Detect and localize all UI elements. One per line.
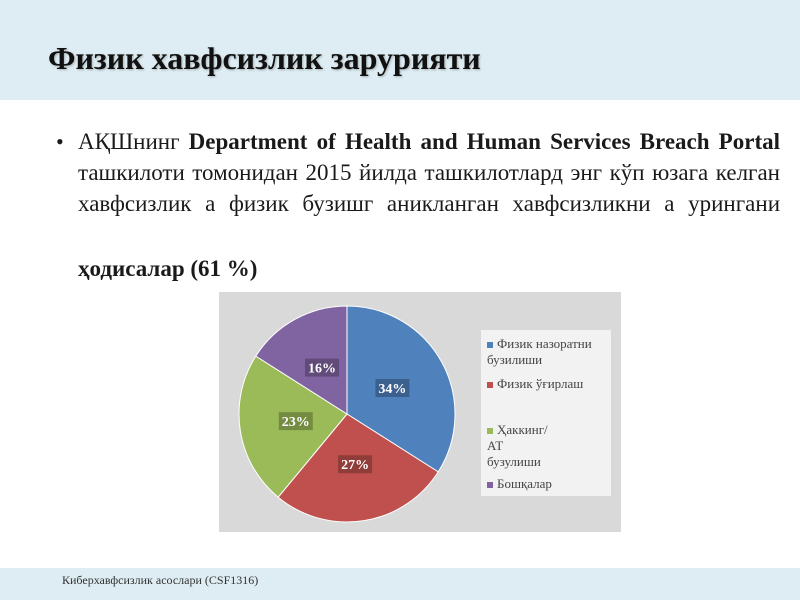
overlap-text: ҳодисалар (61 %)	[78, 256, 258, 281]
legend-item-physical-theft	[487, 376, 583, 392]
data-label-0: 34%	[378, 382, 407, 398]
data-label-1: 27%	[341, 458, 370, 474]
paragraph-rest: ташкилоти томонидан 2015 йилда ташкилотлард энг кўп юзага келган хавфсизлик а физик бузишг аникланган хавфсизликни а урингани	[78, 160, 780, 216]
chart-legend	[481, 330, 611, 496]
footer-text: Киберхавфсизлик асослари (CSF1316)	[62, 573, 259, 587]
bullet-dot: •	[56, 129, 64, 154]
legend-item-other	[487, 476, 552, 492]
legend-label: Ҳаккинг/ АТ бузулиши	[487, 422, 548, 469]
slide-title: Физик хавфсизлик зарурияти	[48, 40, 481, 76]
legend-item-physical-control	[487, 336, 611, 368]
legend-swatch	[487, 342, 493, 348]
legend-swatch	[487, 382, 493, 388]
legend-label: Физик назоратни бузилиши	[487, 336, 592, 367]
legend-swatch	[487, 428, 493, 434]
paragraph-bold: Department of Health and Human Services Breach Portal	[188, 129, 780, 154]
data-label-2: 23%	[281, 415, 310, 431]
paragraph-prefix: АҚШнинг	[78, 129, 189, 154]
bullet-paragraph	[56, 126, 780, 219]
data-label-3: 16%	[308, 361, 337, 377]
legend-label: Бошқалар	[497, 476, 552, 491]
legend-swatch	[487, 482, 493, 488]
legend-label: Физик ўғирлаш	[497, 376, 584, 391]
paragraph-text	[78, 126, 780, 219]
pie-chart	[219, 292, 621, 532]
legend-item-hacking	[487, 422, 557, 470]
